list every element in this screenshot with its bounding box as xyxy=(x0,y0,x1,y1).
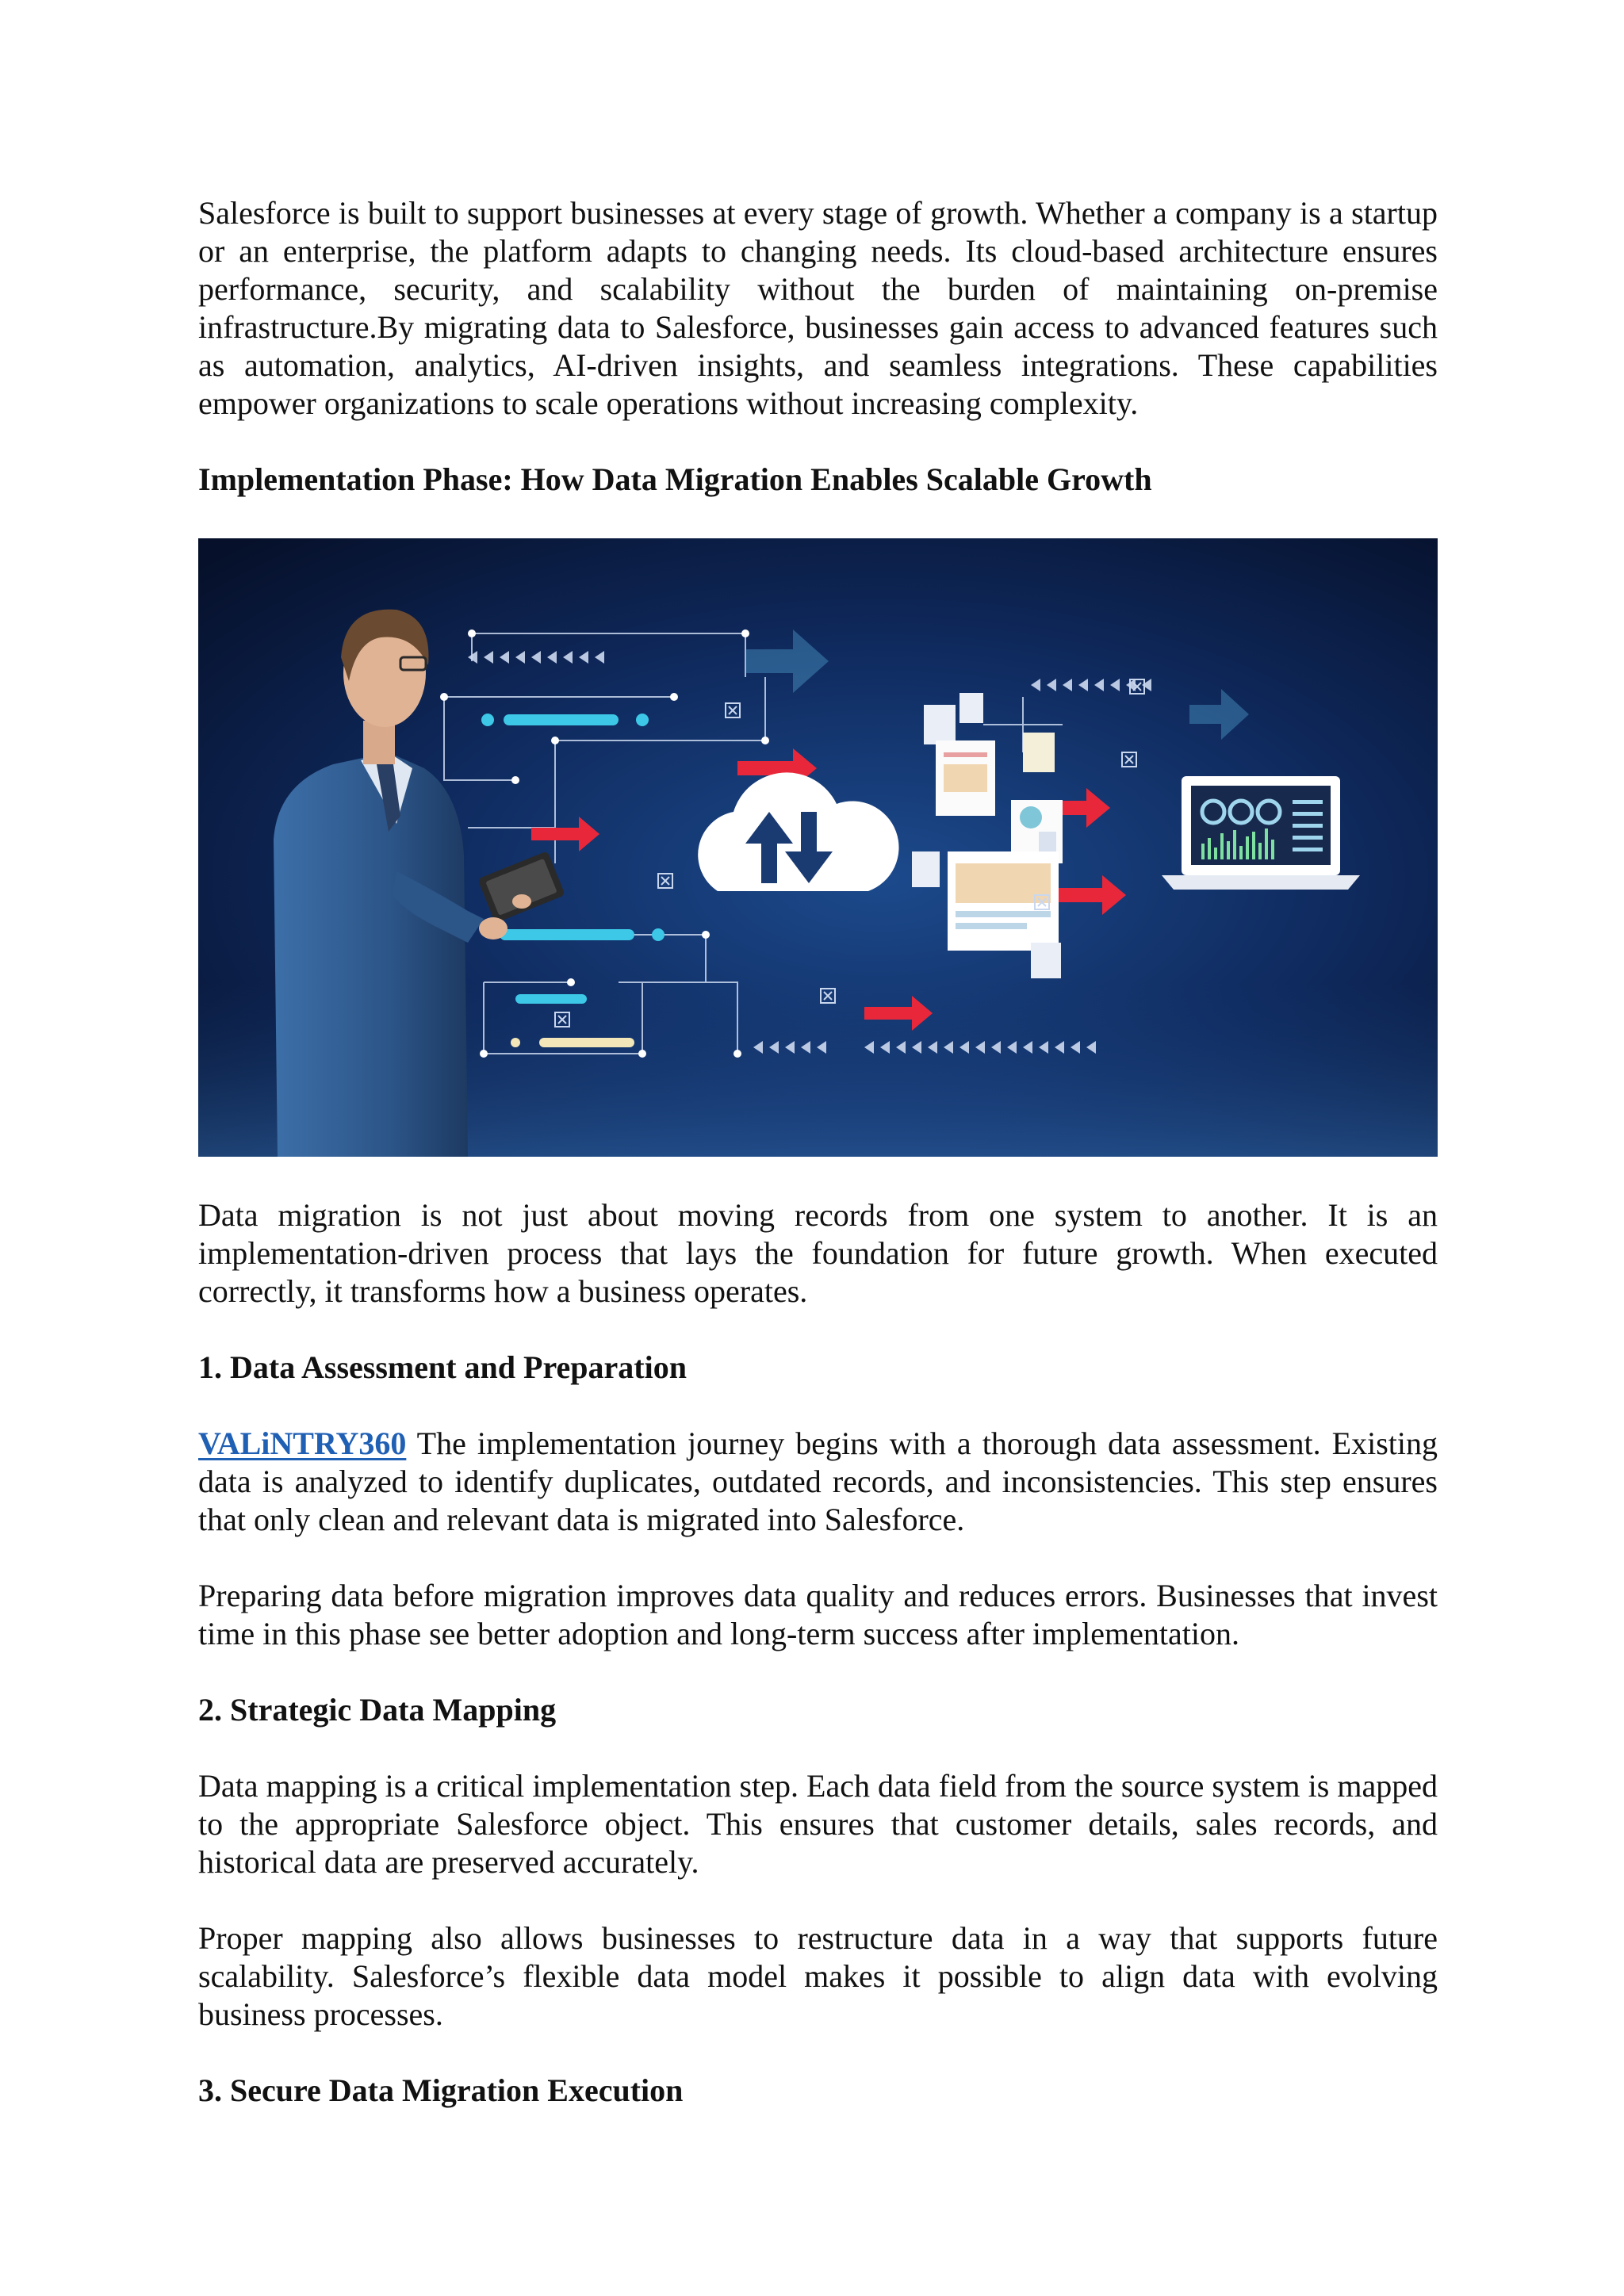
section-heading: 2. Strategic Data Mapping xyxy=(198,1692,557,1728)
document-page xyxy=(198,194,1438,2110)
section-paragraph xyxy=(198,1425,1438,1539)
hero-image xyxy=(198,538,1438,1157)
section-paragraph: Proper mapping also allows businesses to restructure data in a way that supports future scalability. Salesforce’s flexible data model makes it possible to align data with evolving business processes. xyxy=(198,1920,1438,2032)
section-heading: 1. Data Assessment and Preparation xyxy=(198,1349,687,1385)
laptop-dashboard-icon xyxy=(1162,776,1360,890)
section-paragraph: Preparing data before migration improves data quality and reduces errors. Businesses that invest time in this phase see better adoption and long-term success after implementation. xyxy=(198,1578,1438,1651)
section-paragraph: Data mapping is a critical implementation step. Each data field from the source system is mapped to the appropriate Salesforce object. This ensures that customer details, sales records, and historical data are preserved accurately. xyxy=(198,1768,1438,1880)
implementation-heading: Implementation Phase: How Data Migration Enables Scalable Growth xyxy=(198,461,1152,497)
intro-paragraph: Salesforce is built to support businesses at every stage of growth. Whether a company is a startup or an enterprise, the platform adapts to changing needs. Its cloud-based architecture ensures performance, security, and scalability without the burden of maintaining on-premise infrastructure.By migrating data to Salesforce, businesses gain access to advanced features such as automation, analytics, AI-driven insights, and seamless integrations. These capabilities empower organizations to scale operations without increasing complexity. xyxy=(198,195,1438,421)
valintry360-link[interactable]: VALiNTRY360 xyxy=(198,1425,407,1461)
implementation-paragraph: Data migration is not just about moving records from one system to another. It is an implementation-driven process that lays the foundation for future growth. When executed correctly, it transforms how a business operates. xyxy=(198,1197,1438,1309)
section-paragraph-text: The implementation journey begins with a thorough data assessment. Existing data is analyzed to identify duplicates, outdated records, and inconsistencies. This step ensures that only clean and relevant data is migrated into Salesforce. xyxy=(198,1425,1438,1537)
section-heading: 3. Secure Data Migration Execution xyxy=(198,2072,684,2108)
